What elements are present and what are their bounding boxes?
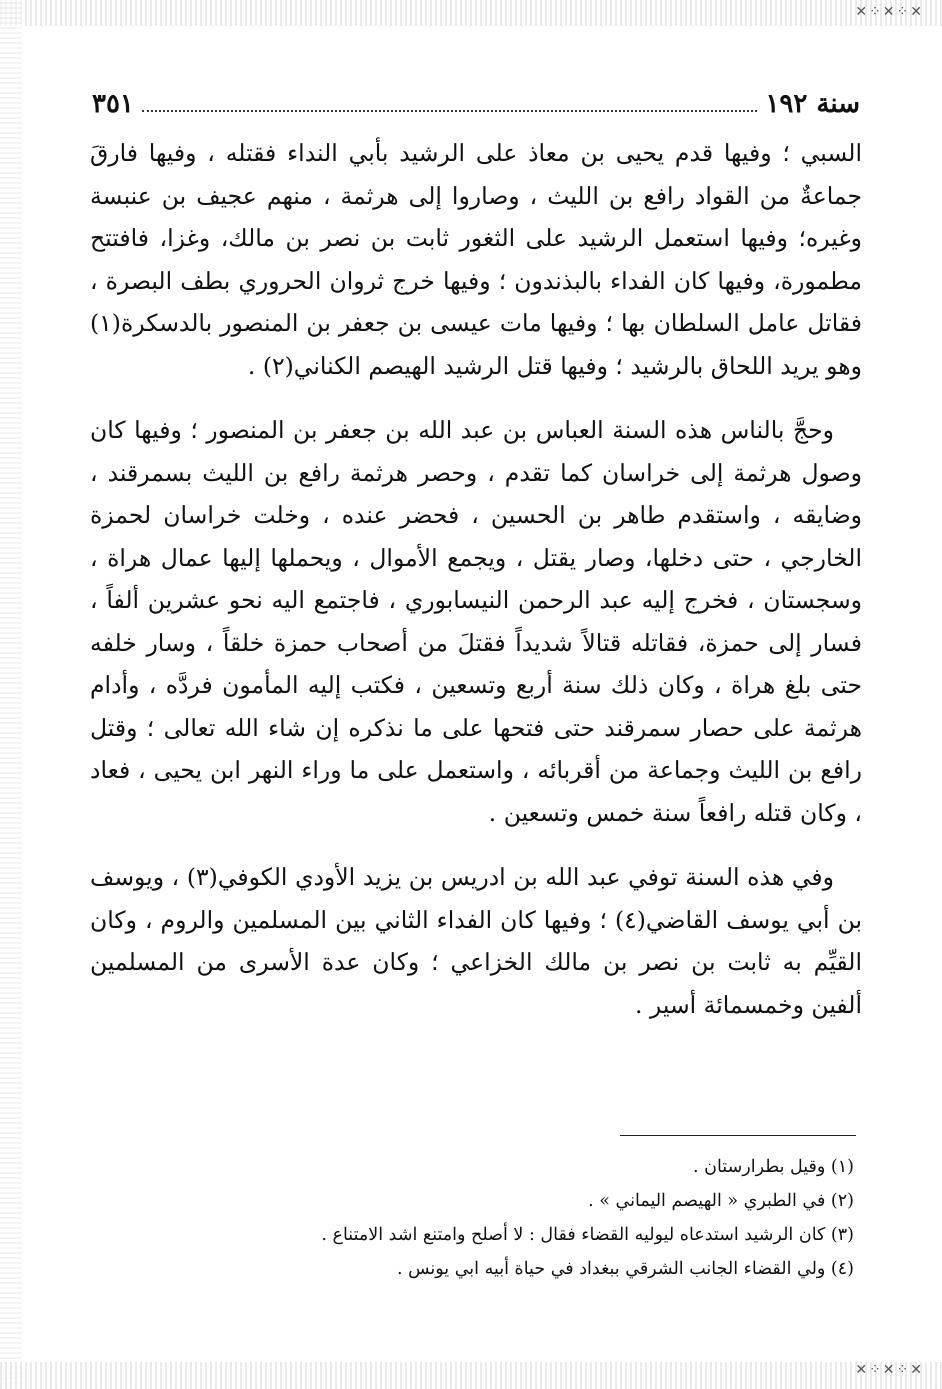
- ornament-bottom-icon: ✕⁘✕⁘✕: [855, 1362, 924, 1378]
- footnote-1: (١) وقيل بطرارستان .: [693, 1157, 854, 1177]
- header-year: سنة ١٩٢: [765, 89, 860, 119]
- footnotes: [250, 1150, 854, 1286]
- footnote-4: (٤) ولي القضاء الجانب الشرقي ببغداد في حياة أبيه ابي يونس .: [396, 1259, 854, 1279]
- ornament-top-icon: ✕⁘✕⁘✕: [855, 4, 924, 20]
- page-border-bottom: [0, 1362, 942, 1389]
- footnote-3: (٣) كان الرشيد استدعاه ليوليه القضاء فقال : لا أصلح وامتنع اشد الامتناع .: [321, 1225, 854, 1245]
- page-number: ٣٥١: [92, 89, 134, 119]
- paragraph-2: وحجَّ بالناس هذه السنة العباس بن عبد الله بن جعفر بن المنصور ؛ وفيها كان وصول هرثمة إلى خراسان كما تقدم ، وحصر هرثمة رافع بن الليث بسمرقند ، وضايقه ، واستقدم طاهر بن الحسين ، فحضر عنده ، وخلت خراسان لحمزة الخارجي ، حتى دخلها، وصار يقتل ، ويجمع الأموال ، ويحملها إليها عمال هراة ، وسجستان ، فخرج إليه عبد الرحمن النيسابوري ، فاجتمع اليه نحو عشرين ألفاً ، فسار إلى حمزة، فقاتله قتالاً شديداً فقتلَ من أصحاب حمزة خلقاً ، وسار خلفه حتى بلغ هراة ، وكان ذلك سنة أربع وتسعين ، فكتب إليه المأمون فردَّه ، وأدام هرثمة على حصار سمرقند حتى فتحها على ما نذكره إن شاء الله تعالى ؛ وقتل رافع بن الليث وجماعة من أقربائه ، واستعمل على ما وراء النهر ابن يحيى ، فعاد ، وكان قتله رافعاً سنة خمس وتسعين .: [90, 416, 862, 827]
- running-header: [92, 84, 860, 124]
- page-border-top: [0, 0, 942, 26]
- footnote-separator: [620, 1135, 856, 1136]
- paragraph-1: السبي ؛ وفيها قدم يحيى بن معاذ على الرشيد بأبي النداء فقتله ، وفيها فارقَ جماعةٌ من القواد رافع بن الليث ، وصاروا إلى هرثمة ، منهم عجيف بن عنبسة وغيره؛ وفيها استعمل الرشيد على الثغور ثابت بن نصر بن مالك، وغزا، فافتتح مطمورة، وفيها كان الفداء بالبذندون ؛ وفيها خرج ثروان الحروري بطف البصرة ، فقاتل عامل السلطان بها ؛ وفيها مات عيسى بن جعفر بن المنصور بالدسكرة(١) وهو يريد اللحاق بالرشيد ؛ وفيها قتل الرشيد الهيصم الكناني(٢) .: [90, 139, 862, 380]
- main-text: [90, 132, 862, 1048]
- page-border-left: [0, 0, 22, 1389]
- header-dotted-leader: [142, 110, 758, 112]
- footnote-2: (٢) في الطبري « الهيصم اليماني » .: [588, 1191, 854, 1211]
- paragraph-3: وفي هذه السنة توفي عبد الله بن ادريس بن يزيد الأودي الكوفي(٣) ، ويوسف بن أبي يوسف القاضي(٤) ؛ وفيها كان الفداء الثاني بين المسلمين والروم ، وكان القيِّم به ثابت بن نصر بن مالك الخزاعي ؛ وكان عدة الأسرى من المسلمين ألفين وخمسمائة أسير .: [90, 863, 863, 1019]
